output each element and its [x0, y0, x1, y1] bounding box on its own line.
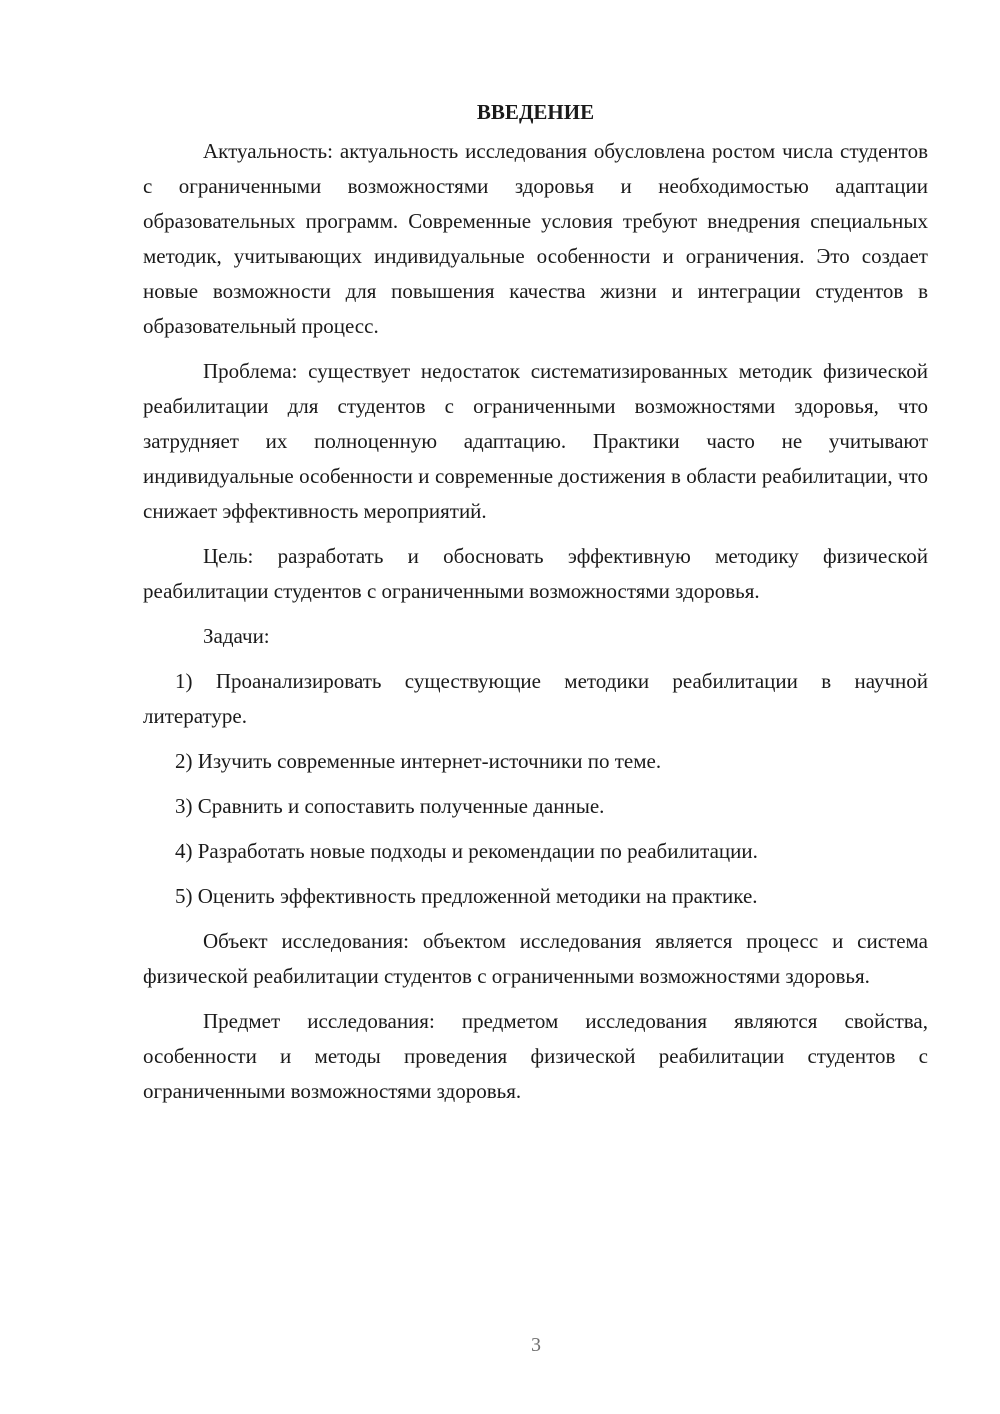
document-page [143, 95, 928, 1119]
task-item: 4) Разработать новые подходы и рекомендации по реабилитации. [175, 839, 758, 863]
paragraph-subject: Предмет исследования: предметом исследования являются свойства, особенности и методы проведения физической реабилитации студентов с ограниченными возможностями здоровья. [143, 1009, 928, 1103]
task-item: 5) Оценить эффективность предложенной методики на практике. [175, 884, 758, 908]
tasks-heading: Задачи: [203, 624, 270, 648]
section-title: ВВЕДЕНИЕ [476, 100, 595, 124]
task-item: 1) Проанализировать существующие методики реабилитации в научной литературе. [143, 669, 928, 728]
task-item: 2) Изучить современные интернет-источники по теме. [175, 749, 662, 773]
paragraph-problem: Проблема: существует недостаток систематизированных методик физической реабилитации для студентов с ограниченными возможностями здоровья, что затрудняет их полноценную адаптацию. Практики часто не учитывают индивидуальные особенности и современные достижения в области реабилитации, что снижает эффективность мероприятий. [143, 359, 928, 523]
paragraph-relevance: Актуальность: актуальность исследования обусловлена ростом числа студентов с ограниченными возможностями здоровья и необходимостью адаптации образовательных программ. Современные условия требуют внедрения специальных методик, учитывающих индивидуальные особенности и ограничения. Это создает новые возможности для повышения качества жизни и интеграции студентов в образовательный процесс. [143, 139, 928, 338]
page-number: 3 [531, 1334, 541, 1356]
paragraph-goal: Цель: разработать и обосновать эффективную методику физической реабилитации студентов с ограниченными возможностями здоровья. [143, 544, 928, 603]
paragraph-object: Объект исследования: объектом исследования является процесс и система физической реабилитации студентов с ограниченными возможностями здоровья. [143, 929, 928, 988]
task-item: 3) Сравнить и сопоставить полученные данные. [175, 794, 605, 818]
